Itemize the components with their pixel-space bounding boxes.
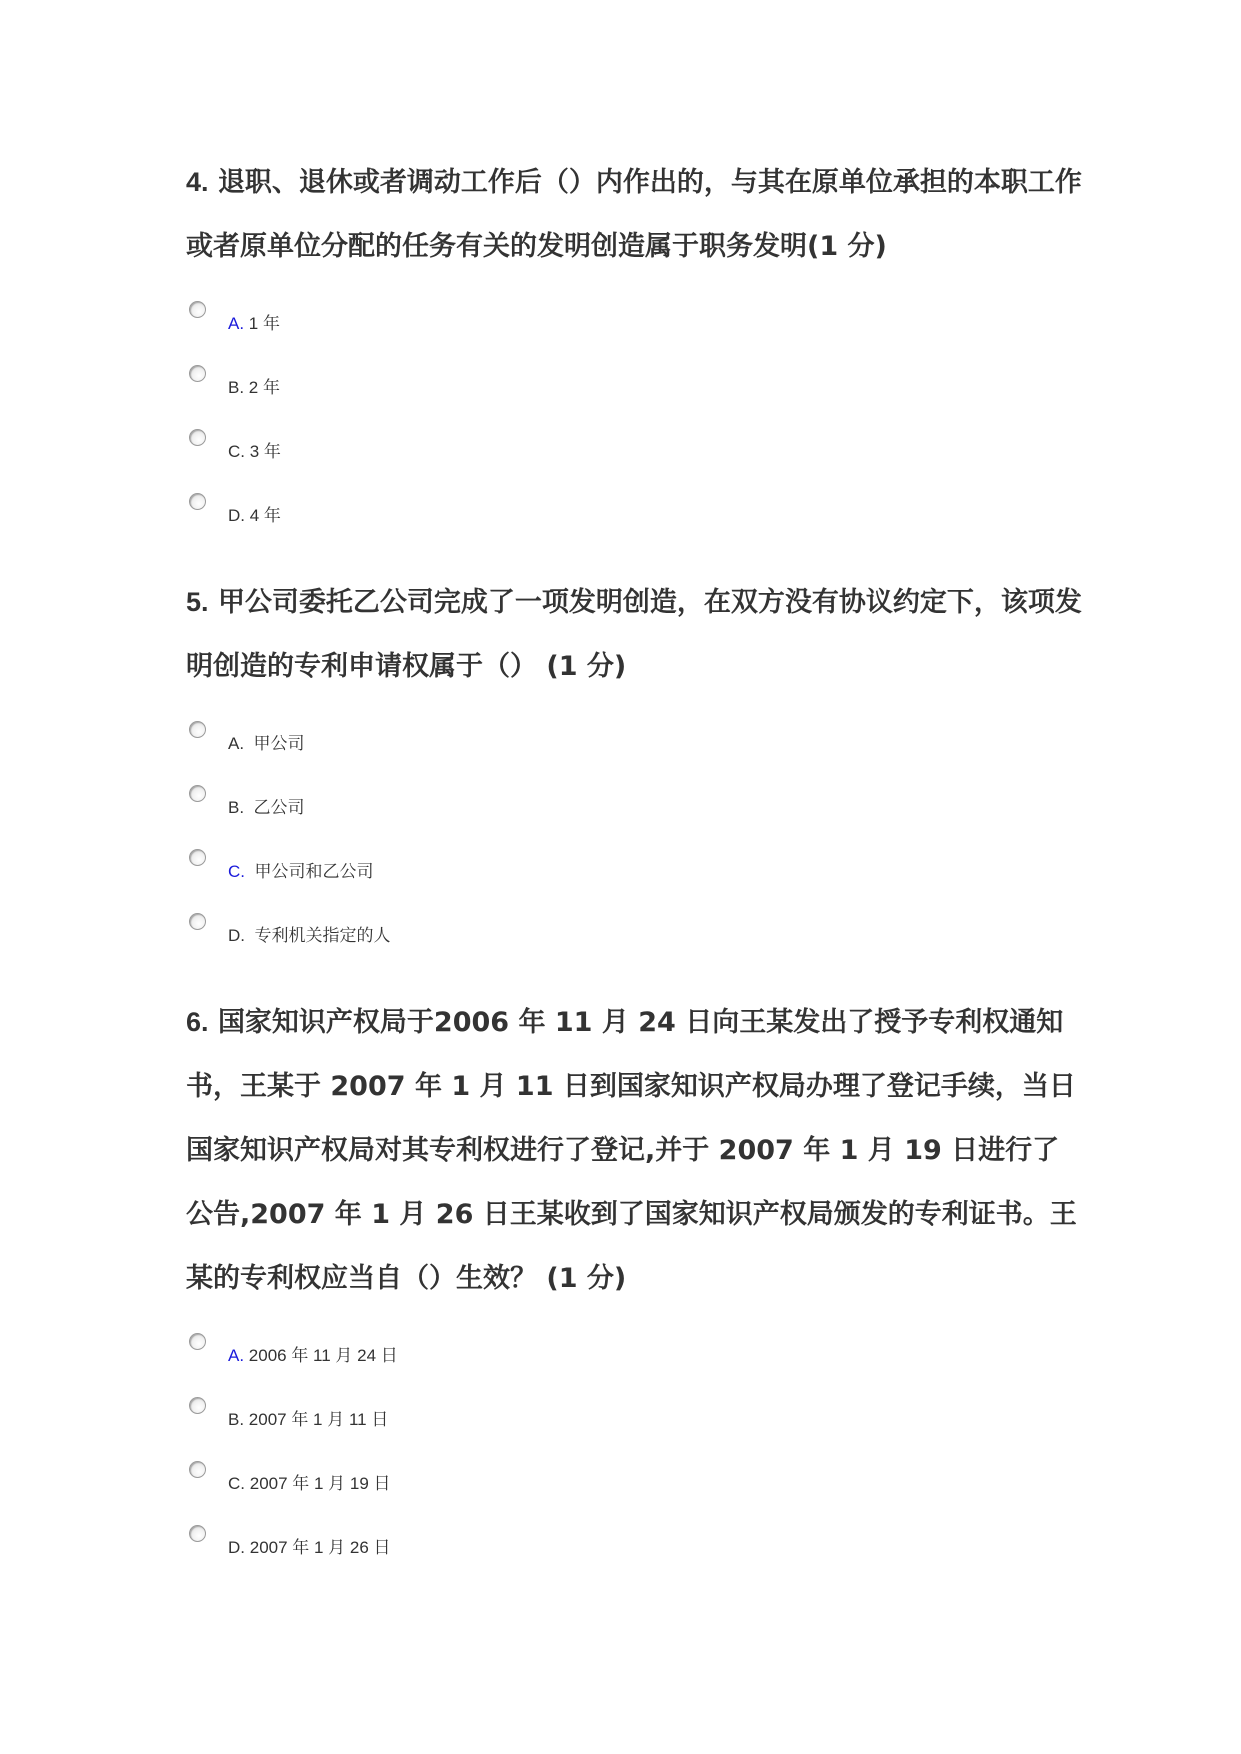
- question-4: [186, 150, 1086, 547]
- radio-button-icon[interactable]: [189, 913, 206, 930]
- option-c[interactable]: [186, 419, 1086, 483]
- option-letter: B.: [228, 798, 245, 817]
- option-letter: A.: [228, 314, 245, 333]
- option-label: 2007 年 1 月 11 日: [248, 1410, 389, 1429]
- radio-button-icon[interactable]: [189, 721, 206, 738]
- radio-button-icon[interactable]: [189, 301, 206, 318]
- option-c[interactable]: [186, 839, 1086, 903]
- radio-button-icon[interactable]: [189, 1333, 206, 1350]
- radio-button-icon[interactable]: [189, 849, 206, 866]
- question-number: 6.: [186, 1007, 209, 1037]
- option-d[interactable]: [186, 1515, 1086, 1579]
- question-title: [186, 570, 1086, 699]
- question-text: 国家知识产权局于2006 年 11 月 24 日向王某发出了授予专利权通知书，王某于 2007 年 1 月 11 日到国家知识产权局办理了登记手续，当日国家知识产权局对其专利权进行了登记,并于 2007 年 1 月 19 日进行了公告,2007 年 1 月 26 日王某收到了国家知识产权局颁发的专利证书。王某的专利权应当自（）生效？: [186, 1007, 1077, 1294]
- question-text: 退职、退休或者调动工作后（）内作出的，与其在原单位承担的本职工作或者原单位分配的任务有关的发明创造属于职务发明: [186, 167, 1082, 262]
- option-b[interactable]: [186, 355, 1086, 419]
- option-letter: A.: [228, 1346, 245, 1365]
- option-label: 2007 年 1 月 26 日: [249, 1538, 391, 1557]
- question-title: [186, 150, 1086, 279]
- option-letter: D.: [228, 506, 245, 525]
- option-letter: C.: [228, 442, 245, 461]
- option-list: [186, 1323, 1086, 1579]
- option-label: 1 年: [248, 314, 280, 333]
- option-list: [186, 711, 1086, 967]
- option-label: 专利机关指定的人: [254, 926, 391, 945]
- option-c[interactable]: [186, 1451, 1086, 1515]
- option-label: 2007 年 1 月 19 日: [249, 1474, 391, 1493]
- question-score: (1 分): [537, 651, 627, 682]
- radio-button-icon[interactable]: [189, 1525, 206, 1542]
- radio-button-icon[interactable]: [189, 365, 206, 382]
- radio-button-icon[interactable]: [189, 1397, 206, 1414]
- option-d[interactable]: [186, 483, 1086, 547]
- option-letter: D.: [228, 1538, 245, 1557]
- option-letter: B.: [228, 1410, 245, 1429]
- question-score: (1 分): [537, 1263, 627, 1294]
- option-label: 甲公司: [253, 734, 305, 753]
- radio-button-icon[interactable]: [189, 429, 206, 446]
- option-label: 2 年: [248, 378, 280, 397]
- option-label: 3 年: [249, 442, 281, 461]
- option-label: 4 年: [249, 506, 281, 525]
- radio-button-icon[interactable]: [189, 785, 206, 802]
- option-label: 2006 年 11 月 24 日: [248, 1346, 398, 1365]
- question-text: 甲公司委托乙公司完成了一项发明创造，在双方没有协议约定下，该项发明创造的专利申请权属于（）: [186, 587, 1082, 682]
- option-d[interactable]: [186, 903, 1086, 967]
- question-5: [186, 570, 1086, 967]
- radio-button-icon[interactable]: [189, 1461, 206, 1478]
- radio-button-icon[interactable]: [189, 493, 206, 510]
- question-number: 4.: [186, 167, 209, 197]
- option-list: [186, 291, 1086, 547]
- question-number: 5.: [186, 587, 209, 617]
- option-b[interactable]: [186, 1387, 1086, 1451]
- option-letter: B.: [228, 378, 245, 397]
- question-title: [186, 990, 1086, 1311]
- question-score: (1 分): [807, 231, 887, 262]
- option-letter: D.: [228, 926, 245, 945]
- option-a[interactable]: [186, 1323, 1086, 1387]
- question-6: [186, 990, 1086, 1579]
- option-letter: C.: [228, 1474, 245, 1493]
- option-a[interactable]: [186, 711, 1086, 775]
- option-b[interactable]: [186, 775, 1086, 839]
- option-a[interactable]: [186, 291, 1086, 355]
- option-label: 乙公司: [253, 798, 305, 817]
- option-letter: C.: [228, 862, 245, 881]
- option-letter: A.: [228, 734, 245, 753]
- option-label: 甲公司和乙公司: [254, 862, 374, 881]
